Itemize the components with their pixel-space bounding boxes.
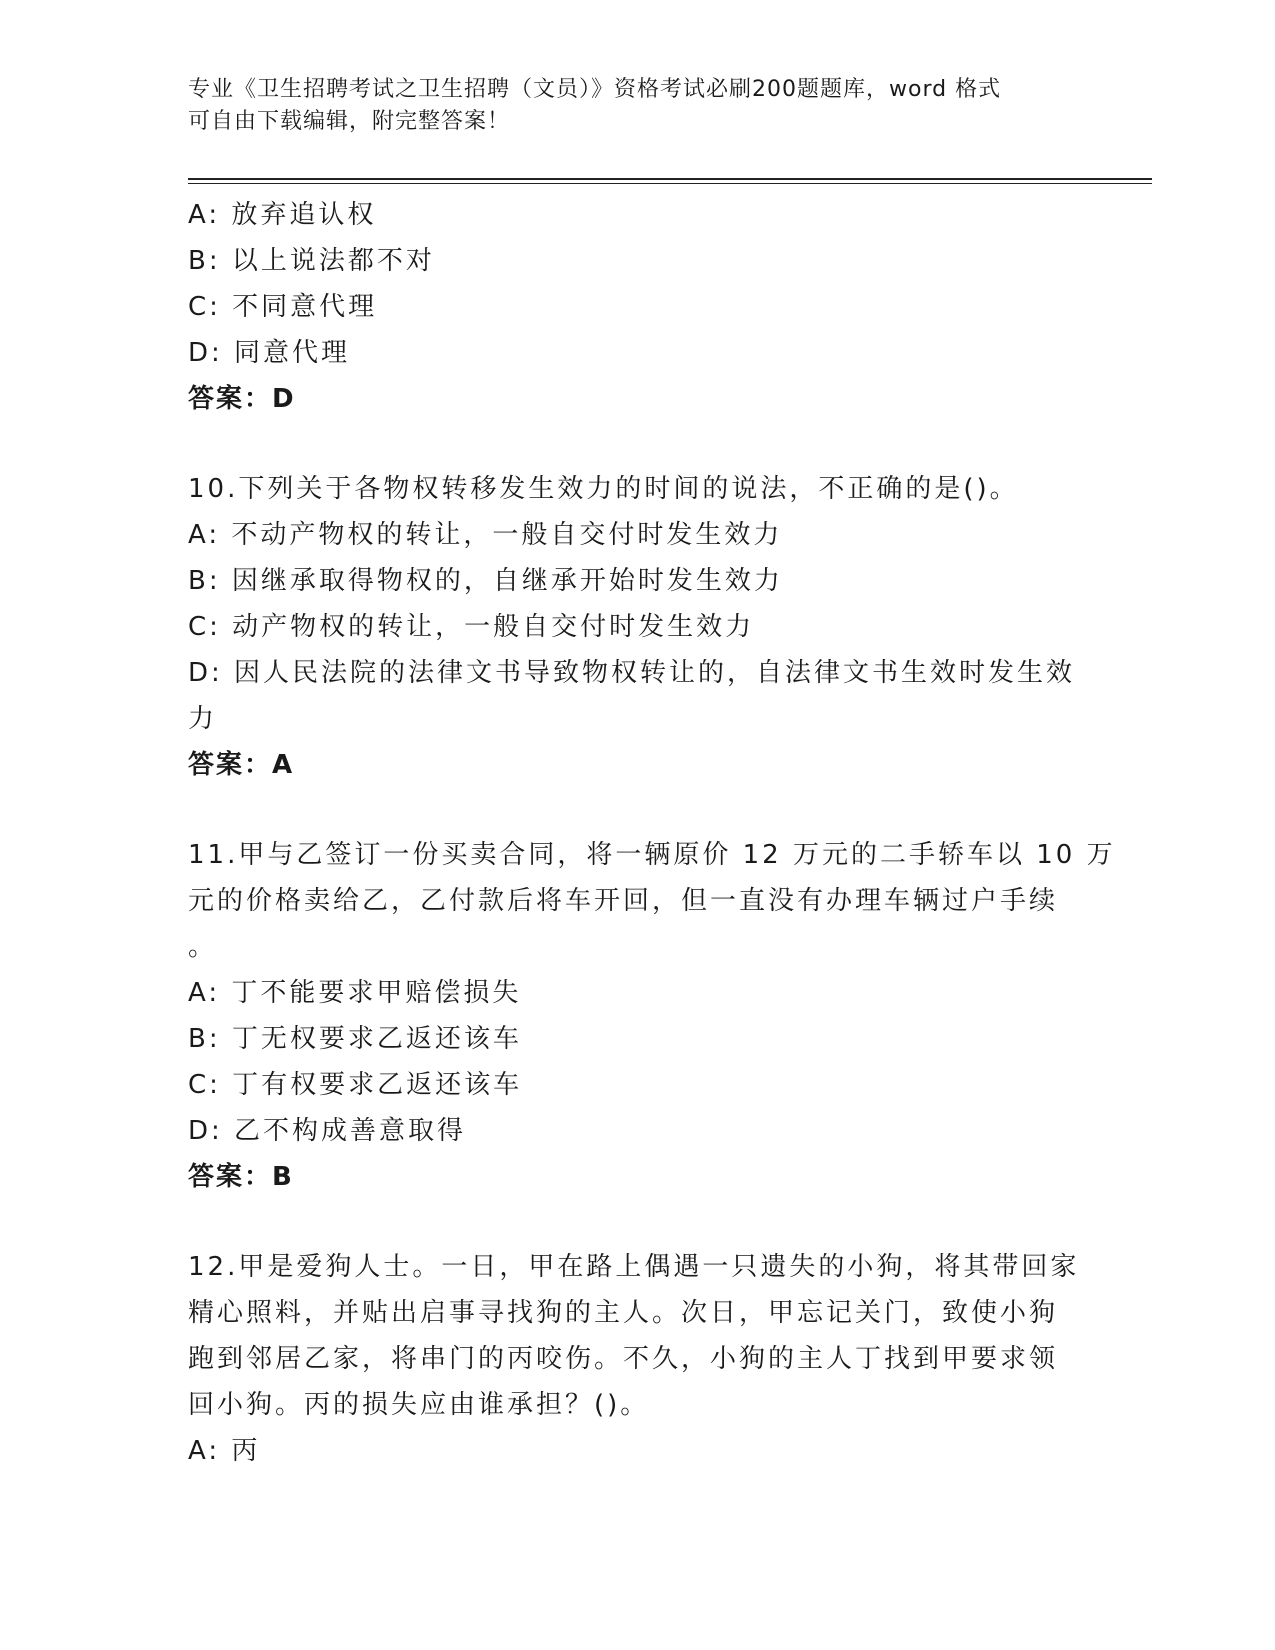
option-b: B: 因继承取得物权的，自继承开始时发生效力 [188, 566, 783, 596]
answer-label: 答案：A [188, 750, 295, 780]
header-divider-thin [188, 183, 1152, 184]
header-title-line-1: 专业《卫生招聘考试之卫生招聘（文员）》资格考试必刷200题题库，word 格式 [188, 77, 1002, 102]
question-10-block [188, 466, 1088, 788]
question-stem-continued: 精心照料，并贴出启事寻找狗的主人。次日，甲忘记关门，致使小狗 [188, 1298, 1059, 1328]
document-header [188, 74, 1088, 138]
question-stem: 10.下列关于各物权转移发生效力的时间的说法，不正确的是()。 [188, 474, 1019, 504]
question-stem: 11.甲与乙签订一份买卖合同，将一辆原价 12 万元的二手轿车以 10 万 [188, 840, 1116, 870]
answer-label: 答案：D [188, 384, 296, 414]
option-d: D: 乙不构成善意取得 [188, 1116, 467, 1146]
question-stem: 12.甲是爱狗人士。一日，甲在路上偶遇一只遗失的小狗，将其带回家 [188, 1252, 1080, 1282]
question-stem-continued: 跑到邻居乙家，将串门的丙咬伤。不久，小狗的主人丁找到甲要求领 [188, 1344, 1059, 1374]
option-a: A: 放弃追认权 [188, 200, 377, 230]
option-d-continued: 力 [188, 704, 218, 734]
question-stem-continued: 回小狗。丙的损失应由谁承担？()。 [188, 1390, 650, 1420]
header-title-line-2: 可自由下载编辑，附完整答案！ [188, 109, 511, 134]
question-11-block [188, 832, 1116, 1200]
question-9-block [188, 192, 1088, 422]
option-d: D: 同意代理 [188, 338, 351, 368]
option-b: B: 丁无权要求乙返还该车 [188, 1024, 522, 1054]
question-12-block [188, 1244, 1088, 1474]
spacer [188, 788, 1088, 832]
question-list [188, 192, 1116, 1474]
answer-label: 答案：B [188, 1162, 294, 1192]
option-d: D: 因人民法院的法律文书导致物权转让的，自法律文书生效时发生效 [188, 658, 1076, 688]
option-a: A: 不动产物权的转让，一般自交付时发生效力 [188, 520, 783, 550]
option-a: A: 丙 [188, 1436, 261, 1466]
header-divider [188, 178, 1152, 180]
spacer [188, 422, 1088, 466]
option-c: C: 丁有权要求乙返还该车 [188, 1070, 523, 1100]
option-b: B: 以上说法都不对 [188, 246, 435, 276]
option-a: A: 丁不能要求甲赔偿损失 [188, 978, 522, 1008]
question-stem-continued: 。 [188, 932, 218, 962]
spacer [188, 1200, 1088, 1244]
option-c: C: 动产物权的转让，一般自交付时发生效力 [188, 612, 755, 642]
option-c: C: 不同意代理 [188, 292, 378, 322]
question-stem-continued: 元的价格卖给乙，乙付款后将车开回，但一直没有办理车辆过户手续 [188, 886, 1059, 916]
